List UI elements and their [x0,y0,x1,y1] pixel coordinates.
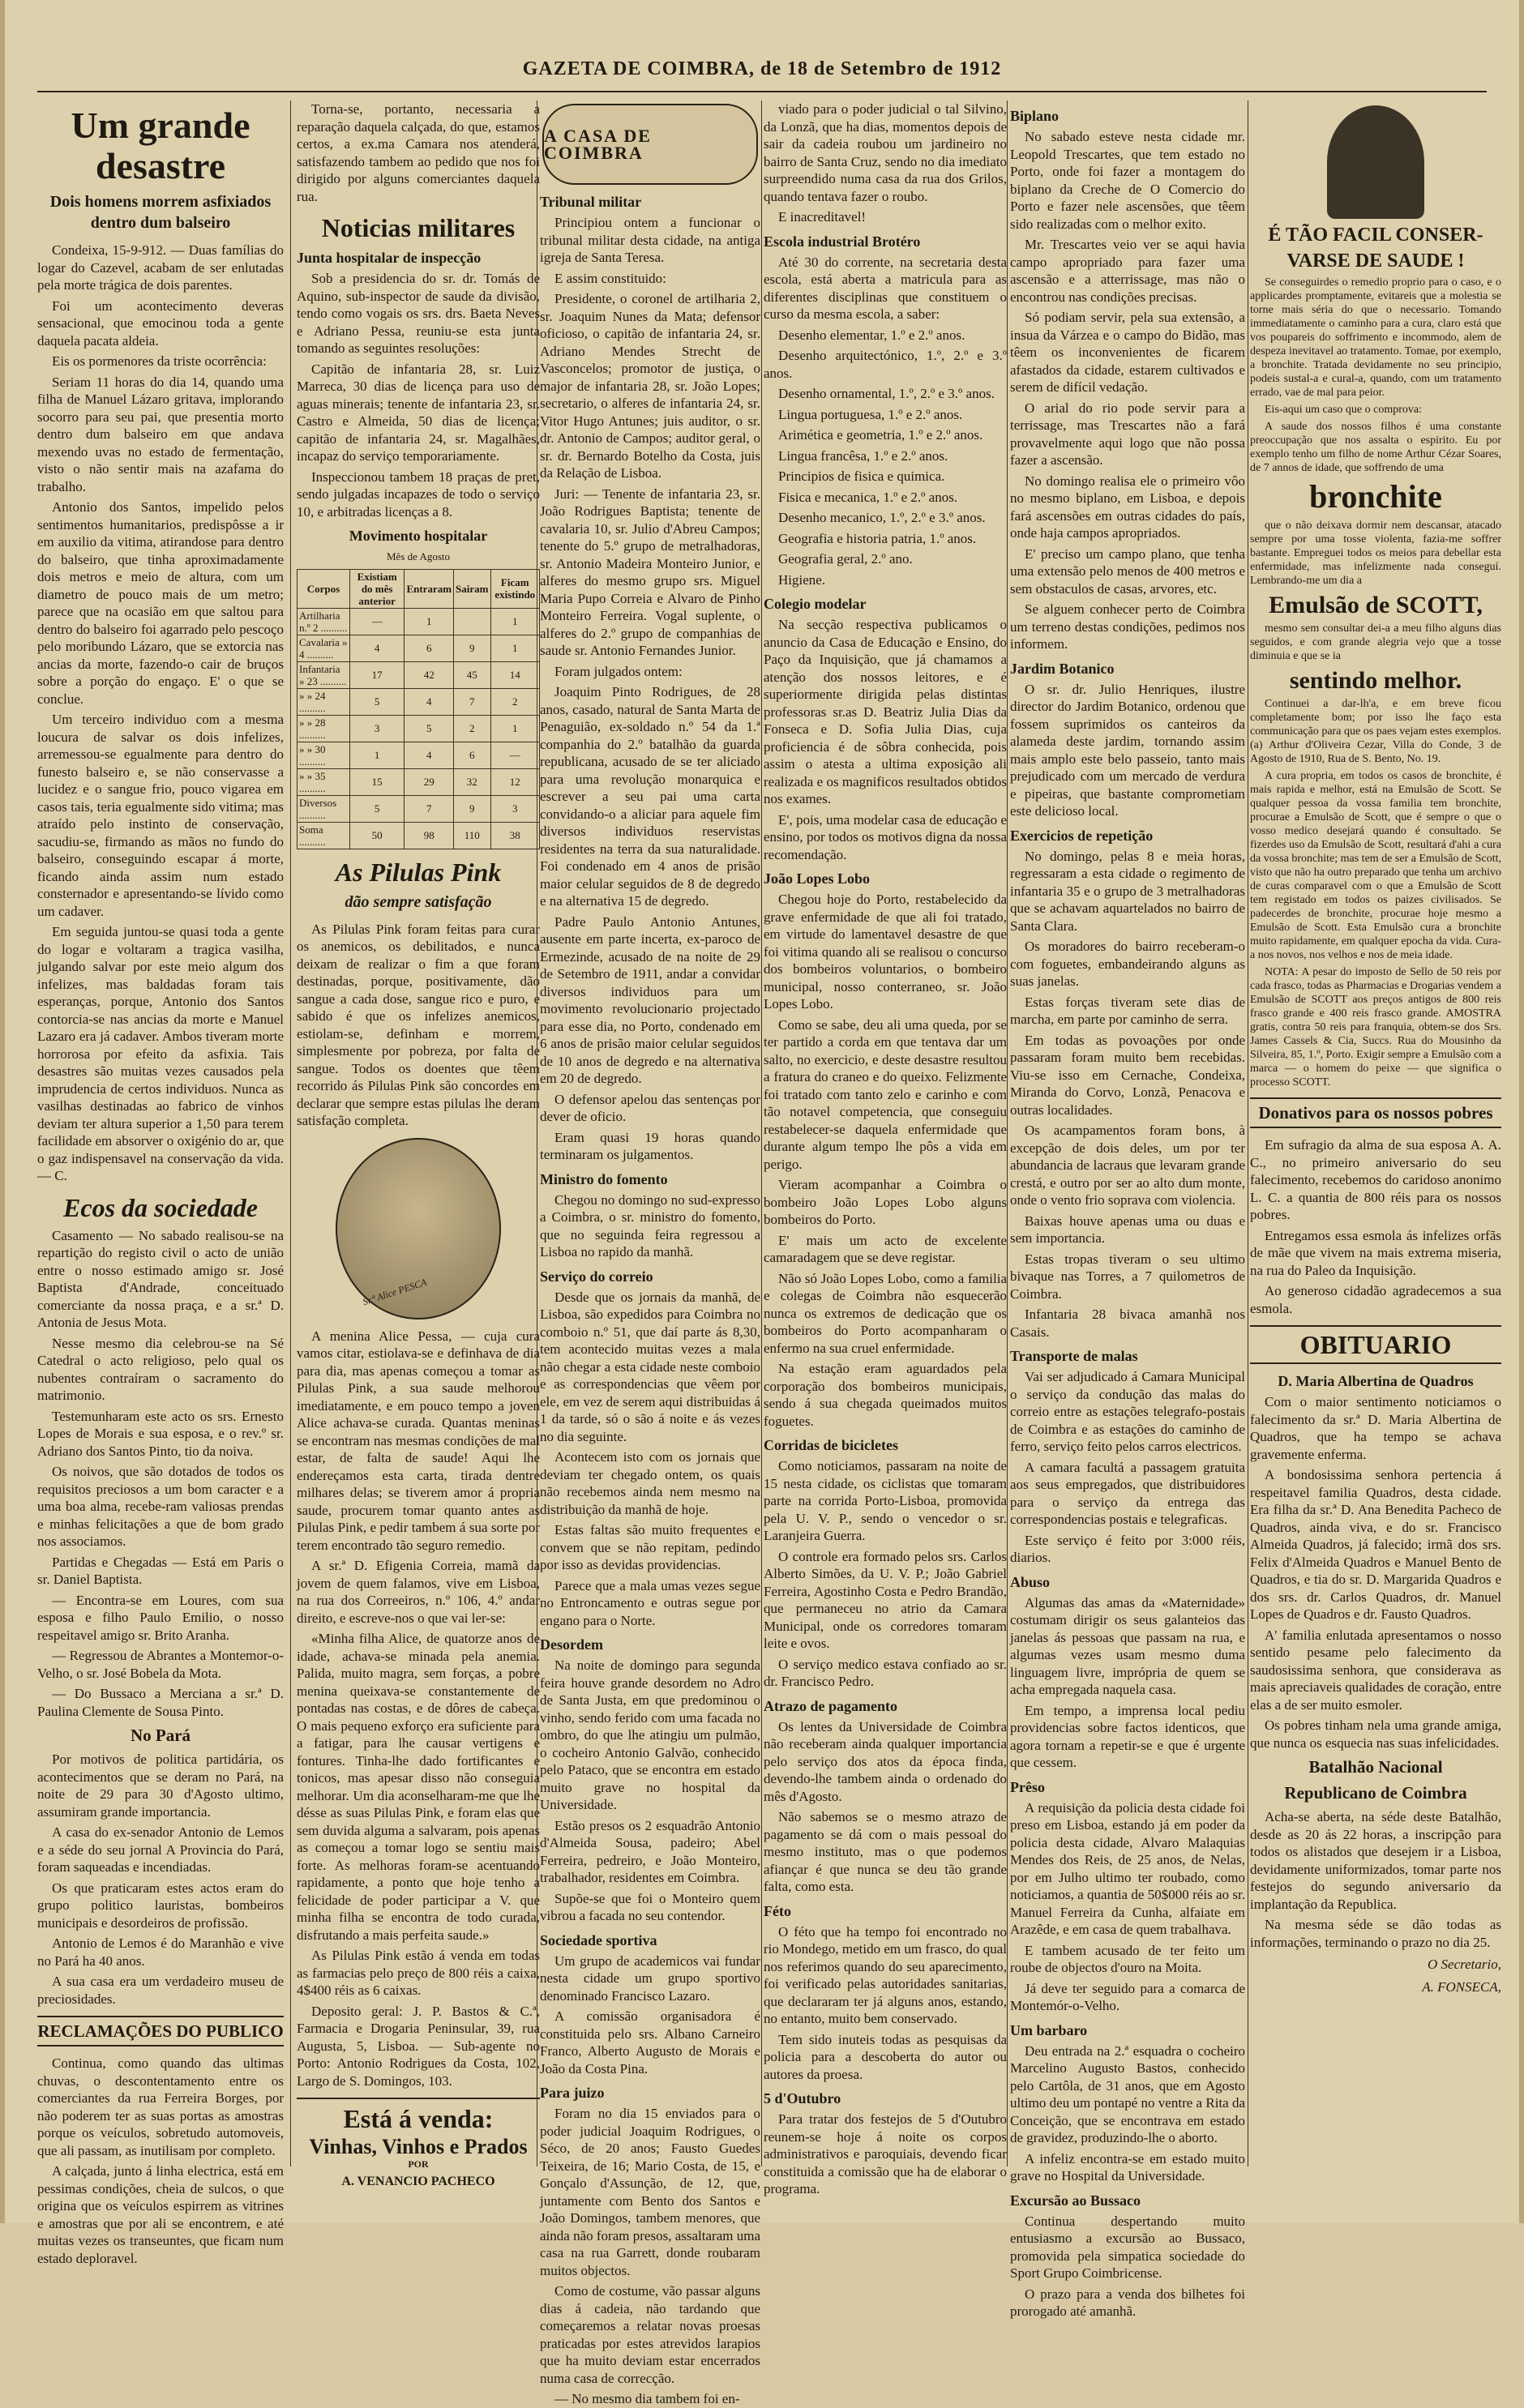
section-title: RECLAMAÇÕES DO PUBLICO [37,2016,284,2047]
paragraph: O arial do rio pode servir para a terrissage, mas Trescartes não a fará provavelmente aqui logo que não possa fazer a ascensão. [1010,400,1245,468]
ad-keyword: sentindo melhor. [1289,667,1462,694]
column-4 [764,101,1007,2196]
table-cell: 9 [454,635,490,661]
paragraph: Deposito geral: J. P. Bastos & C.ª, Farmacia e Drogaria Peninsular, 39, rua Augusta, 5, Lisboa. — Sub-agente no Porto: Antonio Rodrigues da Costa, 102, Largo de S. Domingos, 103. [297,2003,540,2089]
paragraph: A calçada, junto á linha electrica, está em pessimas condições, cheia de sulcos, o que origina que os veículos espirrem as vitrines e amostras que por ali se encontrem, e até muitas vezes os transeuntes, que ficam num estado deploravel. [37,2163,284,2266]
section-title: Féto [764,1902,791,1919]
table-cell: 7 [405,795,454,822]
paragraph: Joaquim Pinto Rodrigues, de 28 anos, casado, natural de Santa Marta de Penaguião, ex-soldado n.º 54 da 1.ª companhia do 2.º batalhão da guarda republicana, acusado de se ter aliciado para uma revolução monarquica e escrever a seu pai uma carta convidando-o a aliciar para aquele fim diversos individuos reservistas residentes na terra da sua naturalidade. Foi condenado em 4 anos de prisão maior celular seguidos de 8 de degredo e na alternativa 15 de degredo. [540,684,760,909]
book-author: A. VENANCIO PACHECO [341,2175,495,2188]
section-title: Exercicios de repetição [1010,827,1154,844]
table-cell: » » 30 .......... [298,742,350,768]
ad-keyword: bronchite [1309,478,1442,515]
paragraph: Em sufragio da alma de sua esposa A. A. C., no primeiro aniversario do seu falecimento, recebemos do caridoso anonimo L. C. a quantia de 800 réis para os nossos pobres. [1250,1137,1501,1222]
paragraph: A camara facultá a passagem gratuita aos seus empregados, que distribuidores para o serviço da entrega das correspondencias postais e telegraficas. [1010,1459,1245,1527]
table-cell: 1 [405,608,454,635]
paragraph: mesmo sem consultar dei-a a meu filho alguns dias seguidos, e com grande alegria vejo que a tosse diminuia e que se ia [1250,622,1501,662]
paragraph: Este serviço é feito por 3:000 réis, diarios. [1010,1532,1245,1565]
paragraph: No sabado esteve nesta cidade mr. Leopold Trescartes, que tem estado no Porto, onde foi fazer a montagem do biplano da Creche de O Comercio do Porto e fazer nele ascensões, que têem sido realizadas com o melhor exito. [1010,129,1245,232]
section-title: Para juizo [540,2085,605,2101]
list-item: Desenho ornamental, 1.º, 2.º e 3.º anos. [778,386,995,401]
paragraph: Principiou ontem a funcionar o tribunal militar desta cidade, na antiga igreja de Santa Teresa. [540,215,760,265]
paragraph: Supõe-se que foi o Monteiro quem vibrou a facada no seu contendor. [540,1890,760,1923]
list-item: Geografia geral, 2.º ano. [778,551,913,567]
paragraph: Por motivos de politica partidária, os acontecimentos que se deram no Pará, na noite de 29 para 30 d'Agosto ultimo, assumiram grande importancia. [37,1751,284,1820]
table-header-cell: Existiam do mês anterior [349,569,405,608]
paragraph: Torna-se, portanto, necessaria a reparação daquela calçada, do que, estamos certos, a ex.ma Camara nos atenderá, satisfazendo tambem ao pedido que nos foi dirigido por alguns comerciantes daquela rua. [297,101,540,204]
paragraph: Foram no dia 15 enviados para o poder judicial Joaquim Rodrigues, o Séco, de 20 anos; Fausto Guedes Teixeira, de 16; Mario Costa, de 15, e Gonçalo d'Assunção, de 12, que, juntamente com Bento dos Santos e João Domingos, tambem menores, que ainda não foram presos, assaltaram uma casa na rua Garrett, donde roubaram muitos objectos. [540,2106,760,2278]
table-row [298,635,540,661]
paragraph: Testemunharam este acto os srs. Ernesto Lopes de Morais e sua esposa, e o rev.º sr. Adriano dos Santos Pinto, tio da noiva. [37,1408,284,1459]
table-cell: 50 [349,822,405,849]
paragraph: — Encontra-se em Loures, com sua esposa e filho Paulo Emilio, o nosso respeitavel amigo sr. Brito Aranha. [37,1592,284,1643]
paragraph: Capitão de infantaria 28, sr. Luiz Marreca, 30 dias de licença para uso de aguas minerais; tenente de infantaria 23, sr. Castro e Almeida, 50 dias de licença; capitão de infantaria 24, sr. Magalhães, incapaz do serviço temporariamente. [297,361,540,464]
section-title: OBITUARIO [1250,1325,1501,1364]
list-item: Arimética e geometria, 1.º e 2.º anos. [778,427,983,443]
column-5 [1010,101,1245,2319]
fisherman-illustration [1327,105,1424,219]
section-title: Abuso [1010,1573,1051,1590]
table-row [298,742,540,768]
paragraph: Estas faltas são muito frequentes e convem que se não repitam, pedindo por isso as devidas providencias. [540,1522,760,1572]
paragraph: Os moradores do bairro receberam-o com foguetes, embandeirando alguns as suas janelas. [1010,939,1245,989]
list-item: Lingua portuguesa, 1.º e 2.º anos. [778,406,963,422]
paragraph: Na noite de domingo para segunda feira houve grande desordem no Adro de Santa Justa, em que predominou o vinho, sendo ferido com uma facada no ombro, do que lhe atingiu um pulmão, o cocheiro Antonio Galvão, conhecido pelo Pataco, que se encontra em estado muito grave no hospital da Universidade. [540,1657,760,1812]
table-cell: » » 35 .......... [298,768,350,795]
list-item: Higiene. [778,571,826,588]
table-subtitle: Mês de Agosto [387,550,450,562]
paragraph: Antonio dos Santos, impelido pelos sentimentos humanitarios, predispôsse a ir em auxilio da vitima, atirandose para dentro do balseiro, que tinha aproximadamente dois metros e meio de altura, com um diametro de pouco mais de um metro; parece que na ocasião em que saltou para dentro do balseiro foi agarrado pelo pescoço pelo moribundo Lázaro, que se extorcia nas ancias da morte, fazendo-o cair de bruços sobre a porção do engaço. E' o que se conclue. [37,499,284,707]
section-title: No Pará [130,1726,191,1745]
paragraph: No domingo, pelas 8 e meia horas, regressaram a esta cidade o regimento de infantaria 35 e o grupo de 3 metralhadoras que se achavam aquartelados no bairro de Santa Clara. [1010,848,1245,934]
column-divider [1007,101,1008,2166]
paragraph: Continua despertando muito entusiasmo a excursão ao Bussaco, promovida pela simpatica sociedade do Sport Grupo Coimbricense. [1010,2213,1245,2281]
paragraph: A requisição da policia desta cidade foi preso em Lisboa, estando já em poder da policia desta cidade, Alvaro Malaquias Mendes dos Reis, de 25 anos, de Nelas, por em Julho ultimo ter roubado, como noticiamos, a quantia de 50$000 réis ao sr. Manuel Ferreira da Cunha, alfaiate em Arazêde, e em casa de quem trabalhava. [1010,1799,1245,1937]
portrait-illustration [336,1138,501,1319]
table-header-cell: Sairam [454,569,490,608]
article-deck: Dois homens morrem asfixiados dentro dum balseiro [49,193,272,232]
table-cell: 6 [405,635,454,661]
paragraph: A casa do ex-senador Antonio de Lemos e a séde do seu jornal A Provincia do Pará, foram saqueadas e incendiadas. [37,1824,284,1875]
paragraph: Sob a presidencia do sr. dr. Tomás de Aquino, sub-inspector de saude da divisão, tendo como vogais os srs. drs. Baeta Neves e Adriano Pessa, reuniu-se esta junta tomando as seguintes resoluções: [297,271,540,356]
paragraph: Algumas das amas da «Maternidade» costumam dirigir os seus galanteios das janelas ás pessoas que passam na rua, e algumas vezes usam mesmo duma linguagem livre, imprópria de quem se acha empregada naquela casa. [1010,1594,1245,1697]
ad-title: Está á venda: [297,2098,540,2133]
table-cell: 17 [349,661,405,688]
paragraph: Ao generoso cidadão agradecemos a sua esmola. [1250,1283,1501,1316]
paragraph: Eis os pormenores da triste ocorrência: [52,353,267,369]
section-title: Donativos para os nossos pobres [1250,1097,1501,1128]
paragraph: Como de costume, vão passar alguns dias á cadeia, não tardando que começaremos a relatar novas proesas praticadas por estes atrevidos larapios que ha muito deviam estar encerrados numa casa de correcção. [540,2283,760,2386]
ad-headline: VARSE DE SAUDE ! [1286,250,1465,272]
table-cell: Soma .......... [298,822,350,849]
paragraph: Estão presos os 2 esquadrão Antonio d'Almeida Sousa, padeiro; Abel Ferreira, pedreiro, e João Monteiro, trabalhador, residentes em Coimbra. [540,1817,760,1885]
paragraph: Eis-aqui um caso que o comprova: [1265,404,1423,416]
paragraph: A infeliz encontra-se em estado muito grave no Hospital da Universidade. [1010,2150,1245,2183]
table-row [298,688,540,715]
paragraph: E tambem acusado de ter feito um roube de objectos d'ouro na Moita. [1010,1942,1245,1975]
section-title: Corridas de bicicletes [764,1437,898,1453]
section-title: Prêso [1010,1778,1045,1795]
section-title: Escola industrial Brotéro [764,233,921,250]
table-cell: 5 [405,715,454,742]
paragraph: As Pilulas Pink estão á venda em todas as farmacias pelo preço de 800 réis a caixa, 4$400 réis as 6 caixas. [297,1948,540,1998]
paragraph: Em todas as povoações por onde passaram foram muito bem recebidas. Viu-se isso em Cernache, Condeixa, Miranda do Corvo, Lonzã, Penacova e outras localidades. [1010,1032,1245,1118]
paragraph: Entregamos essa esmola ás infelizes orfãs de mãe que vivem na mais extrema miseria, na rua do Paleo da Inquisição. [1250,1227,1501,1278]
paragraph: A menina Alice Pessa, — cuja cura vamos citar, estiolava-se e definhava de dia para dia, mas apenas começou a tomar as Pilulas Pink, a sua saude melhorou imediatamente, e em pouco tempo a joven Alice achava-se curada. Quantas meninas se encontram nas mesmas condições de mal estar, de falta de saude! Aqui lhe endereçamos esta carta, tirada dentre milhares delas; se tiverem amor á propria saude, procurem tomar quanto antes as Pilulas Pink, e pedir tambem á sua sorte por terem encontrado tão seguro remedio. [297,1328,540,1553]
section-title: Republicano de Coimbra [1284,1783,1467,1803]
paragraph: Só podiam servir, pela sua extensão, a insua da Várzea e o campo do Bidão, mas têem os inconvenientes de ficarem afastados da cidade, estarem cultivados e serem de difícil vedação. [1010,310,1245,395]
paragraph: Foram julgados ontem: [554,663,683,679]
paragraph: Deu entrada na 2.ª esquadra o cocheiro Marcelino Augusto Bastos, conhecido pelo Cartôla, de 31 anos, que em Agosto ultimo deu um pontapé no ventre a Rita da Conceição, que se encontrava em estado de gravidez, produzindo-lhe o aborto. [1010,2042,1245,2145]
section-title: Ministro do fomento [540,1170,668,1187]
list-item: Fisica e mecanica, 1.º e 2.º anos. [778,489,958,505]
portrait-caption: Sr.ª Alice PESCA [361,1276,429,1308]
paragraph: A cura propria, em todos os casos de bronchite, é mais rapida e melhor, está na Emulsão de Scott. Se qualquer pessoa da vossa familia tem bronchite, procurae a Emulsão de Scott, que é sempre o que o vosso medico desejará quando é consultado. Se fizerdes uso da Emulsão de Scott, resultará d'ahi a cura da vossa bronchite; mas tem de ser a Emulsão de Scott, visto que não ha outro preparado que tenha um archivo de curas comparavel com o que a Emulsão de Scott tem registado em todos os paizes civilisados. Se padecerdes de bronchite, procurae hoje mesmo a Emulsão de Scott. Esta Emulsão cura a bronchite muito rapidamente, em qualquer epocha da vida. Cura-a nos novos, nos velhos e nos de meia idade. [1250,770,1501,961]
table-cell: 1 [349,742,405,768]
table-row [298,795,540,822]
paragraph: Um grupo de academicos vai fundar nesta cidade um grupo sportivo denominado Francisco Lazaro. [540,1952,760,2004]
paragraph: Mr. Trescartes veio ver se aqui havia campo apropriado para fazer uma ascensão e a atterrissage, mas não o encontrou nas condições precisas. [1010,237,1245,305]
table-cell: 6 [454,742,490,768]
paragraph: A saude dos nossos filhos é uma constante preoccupação que nos assalta o espirito. Eu por exemplo tenho um filho de nome Arthur Cézar Soares, de 7 annos de idade, que soffrendo de uma [1250,421,1501,474]
signature-name: A. FONSECA, [1422,1978,1501,1995]
paragraph: Na estação eram aguardados pela corporação dos bombeiros municipais, sendo á sua chegada queimados muitos foguetes. [764,1361,1007,1429]
paragraph: Já deve ter seguido para a comarca de Montemór-o-Velho. [1010,1980,1245,2013]
paragraph: Vai ser adjudicado á Camara Municipal o serviço da condução das malas do correio entre as estações telegrafo-postais de Coimbra e as estações do caminho de ferro, serviço feito pelos carros electricos. [1010,1369,1245,1454]
paragraph: E' preciso um campo plano, que tenha uma extensão pelo menos de 400 metros e sem obstaculos de casas, arvores, etc. [1010,545,1245,597]
paragraph: A sr.ª D. Efigenia Correia, mamã da jovem de quem falamos, vive em Lisboa, na rua dos Correeiros, n.º 106, 4.º andar direito, e escreve-nos o que vai ler-se: [297,1558,540,1626]
section-title: Tribunal militar [540,194,642,210]
paragraph: O controle era formado pelos srs. Carlos Alberto Simões, da U. V. P.; João Gabriel Ferreira, Agostinho Costa e Pedro Brandão, que permaneceu no atrio da Camara Municipal, onde os corredores tomaram leite e ovos. [764,1548,1007,1651]
section-title: Sociedade sportiva [540,1931,657,1948]
paragraph: Padre Paulo Antonio Antunes, ausente em parte incerta, ex-paroco de Ermezinde, acusado de na noite de 29 de Setembro de 1911, andar a convidar diversos individuos para um movimento revolucionario projectado para esse dia, no Porto, condenado em 6 anos de prisão maior celular seguidos de 10 anos de degredo e na alternativa em 20 de degredo. [540,913,760,1086]
table-cell: 9 [454,795,490,822]
paragraph: Os lentes da Universidade de Coimbra não receberam ainda qualquer importancia pelo serviço dos atos da época finda, devendo-lhe tambem ainda o ordenado do mês d'Agosto. [764,1718,1007,1804]
section-title: Transporte de malas [1010,1348,1138,1364]
table-cell: 2 [454,715,490,742]
book-title: Vinhas, Vinhos e Prados [309,2135,528,2158]
paragraph: Chegou hoje do Porto, restabelecido da grave enfermidade de que ali foi tratado, em virtude do lamentavel desastre de que foi vitima quando ali se realisou o concurso dos bombeiros voluntarios, o bombeiro municipal, nosso conterraneo, sr. João Lopes Lobo. [764,892,1007,1012]
table-cell: Artilharia n.º 2 .......... [298,608,350,635]
section-title: Atrazo de pagamento [764,1697,897,1714]
hospital-table [297,569,540,849]
paragraph: Em tempo, a imprensa local pediu providencias sobre factos identicos, que agora tornam a repetir-se e que é urgente que cessem. [1010,1702,1245,1770]
paragraph: Foi um acontecimento deveras sensacional, que emocinou toda a gente daquela pacata aldeia. [37,297,284,349]
list-item: Desenho arquitectónico, 1.º, 2.º e 3.º anos. [764,348,1007,381]
table-cell: » » 24 .......... [298,688,350,715]
paragraph: Juri: — Tenente de infantaria 23, sr. João Rodrigues Baptista; tenente de cavalaria 10, sr. Julio d'Abreu Campos; tenente do 5.º grupo de metralhadoras, sr. Antonio Madeira Monteiro Junior, e alferes do mesmo grupo srs. Miguel Maria Pupo Correia e Alvaro de Pinho Monteiro Ferreira. Vogal suplente, o alferes do 2.º grupo de companhias de saude sr. Antonio Fernandes Junior. [540,485,760,658]
table-cell: 42 [405,661,454,688]
paragraph: Como noticiamos, passaram na noite de 15 nesta cidade, os ciclistas que tomaram parte na corrida Porto-Lisboa, promovida pela U. V. P., sendo o vencedor o sr. Laranjeira Guerra. [764,1458,1007,1543]
paragraph: Como se sabe, deu ali uma queda, por se ter partido a corda em que tentava dar um salto, no exercicio, e deste desastre resultou a fratura do craneo e do queixo. Felizmente foi tratado com tanto zelo e carinho e com tão notavel competencia, que conseguiu restabelecer-se daquela enfermidade que durante algum tempo lhe pôs a vida em perigo. [764,1016,1007,1172]
section-title: Serviço do correio [540,1268,653,1285]
paragraph: Inspeccionou tambem 18 praças de pret, sendo julgadas incapazes de todo o serviço 10, e arbitradas licenças a 8. [297,468,540,520]
paragraph: Se conseguirdes o remedio proprio para o caso, e o applicardes promptamente, evitareis que a molestia se torne mais séria do que o necessario. Tomando immediatamente o caminho para a cura, claro está que vos poupareis do soffrimento e incommodo, alem de despeza inevitavel ao tratamento. Tomae, por exemplo, a bronchite. Tratada devidamente no seu principio, podeis sustal-a e cural-a, quando, com um tratamento errado, vae de mal para peior. [1250,276,1501,399]
section-title: Desordem [540,1636,603,1653]
table-cell: 7 [454,688,490,715]
masthead-rule [37,91,1487,92]
paragraph: Se alguem conhecer perto de Coimbra um terreno destas condições, pedimos nos informem. [1010,601,1245,652]
paragraph: O prazo para a venda dos bilhetes foi prorogado até amanhã. [1010,2286,1245,2319]
column-1 [37,101,284,2266]
paragraph: Desde que os jornais da manhã, de Lisboa, são expedidos para Coimbra no comboio n.º 51, que daí parte ás 8,30, tem acontecido muitas vezes a mala não chegar a esta cidade neste comboio e as correspondencias que vêem por ele, em vez de serem aqui distribuidas á 1 da tarde, só o são á noite e ás vezes no dia seguinte. [540,1289,760,1444]
paragraph: que o não deixava dormir nem descansar, atacado sempre por uma tosse violenta, fazia-me soffrer bastante. Empreguei todos os meios para debellar esta enfermidade, mas infelizmente nada conseguí. Lembrando-me um dia a [1250,520,1501,587]
table-header-cell: Entraram [405,569,454,608]
section-title: Ecos da sociedade [63,1192,258,1222]
paragraph: Presidente, o coronel de artilharia 2, sr. Joaquim Nunes da Mata; defensor oficioso, o capitão de infantaria 24, sr. Adriano Mendes Strecht de Vasconcelos; promotor de justiça, o major de infantaria 28, sr. João Lopes; secretario, o alferes de infantaria 24, sr. Vitor Hugo Antunes; juis auditor, o sr. dr. Antonio de Campos; auditor geral, o sr. dr. Bernardo Botelho da Costa, juis da Relação de Lisboa. [540,291,760,481]
paragraph: Nesse mesmo dia celebrou-se na Sé Catedral o acto religioso, pelo qual os nubentes contraíram o sacramento do matrimonio. [37,1335,284,1403]
paragraph: Baixas houve apenas uma ou duas e sem importancia. [1010,1213,1245,1246]
paragraph: Chegou no domingo no sud-expresso a Coimbra, o sr. ministro do fomento, que no seguinda feira regressou a Lisboa no rapido da manhã. [540,1191,760,1260]
paragraph: Os que praticaram estes actos eram do grupo politico lauristas, bombeiros municipais e desordeiros de profissão. [37,1880,284,1931]
table-row [298,715,540,742]
table-cell: 1 [490,715,540,742]
section-title: 5 d'Outubro [764,2090,841,2106]
table-cell: 1 [490,635,540,661]
paragraph: No domingo realisa ele o primeiro vôo no mesmo biplano, em Lisboa, e depois fará ascensões em outras cidades do país, onde haja campos apropriados. [1010,473,1245,541]
paragraph: O féto que ha tempo foi encontrado no rio Mondego, metido em um frasco, do qual nos referimos quando do seu aparecimento, foi verificado pelas autoridades sanitarias, que declararam ter já alguns anos, estando, no entanto, muito bem conservado. [764,1923,1007,2026]
paragraph: Os acampamentos foram bons, à excepção de dois deles, um por ter abundancia de lacraus que levaram grande crestá, e outro por ser ao alto dum monte, onde o vento frio soprava com violencia. [1010,1123,1245,1208]
paragraph: Partidas e Chegadas — Está em Paris o sr. Daniel Baptista. [37,1554,284,1587]
table-cell: 3 [349,715,405,742]
book-por: POR [408,2158,429,2170]
banner-text: A CASA DE COIMBRA [544,125,652,163]
article-title: Um grande desastre [71,105,250,186]
paragraph: — Do Bussaco a Merciana a sr.ª D. Paulina Clemente de Sousa Pinto. [37,1686,284,1719]
section-title: Colegio modelar [764,596,867,612]
signature-role: O Secretario, [1428,1957,1501,1972]
paragraph: Acha-se aberta, na séde deste Batalhão, desde as 20 ás 22 horas, a inscripção para todos os alistados que desejem ir a Lisboa, devidamente uniformizados, tomar parte nos festejos do segundo aniversario da implantação da Republica. [1250,1809,1501,1912]
table-cell: 15 [349,768,405,795]
column-3 [540,101,760,2406]
section-title: Jardim Botanico [1010,660,1115,677]
table-cell: 4 [405,688,454,715]
paragraph: Tem sido inuteis todas as pesquisas da policia para a descoberta do autor ou autores da proesa. [764,2031,1007,2082]
paragraph: Na secção respectiva publicamos o anuncio da Casa de Educação e Ensino, do Paço da Inquisição, que já chamamos a atenção dos nossos leitores, e é superiormente dirigida pelas distintas professoras sr.as D. Beatriz Julia Dias da Fonseca e D. Sofia Julia Dias, cuja proficiencia é de sôbra conhecida, pois assim o atesta a ultima exposição ali realizada e os magnificos resultados obtidos nos exames. [764,617,1007,806]
obituary-name: D. Maria Albertina de Quadros [1278,1373,1474,1389]
table-header-cell: Ficam existindo [490,569,540,608]
table-cell: 5 [349,688,405,715]
paragraph: Em seguida juntou-se quasi toda a gente do logar e voltaram a tragica vasilha, julgando salvar por este meio algum dos infelizes, mas baldadas foram tais esperanças, porque, Antonio dos Santos contorcia-se nas ancias da morte e Manuel Lazaro era já cadaver. Ambos tiveram morte horrorosa por efeito da asfixia. Tais desastres são muitas vezes causados pela imprudencia de certos individuos. Nunca as vasilhas destinadas ao fabrico de vinhos deviam ter altura superior a 1,50 para terem facilidade em absorver o oxigénio do ar, que o gaz indispensavel na conservação da vida. — C. [37,924,284,1183]
paragraph: Os pobres tinham nela uma grande amiga, que nunca os esquecia nas suas infelicidades. [1250,1717,1501,1751]
paragraph: O sr. dr. Julio Henriques, ilustre director do Jardim Botanico, ordenou que fossem suprimidos os canteiros da alameda deste jardim, tornando assim mais amplo este belo passeio, tanto mais prejudicado com um mercado de verdura e pipeiras, que bastante comprometiam este delicioso local. [1010,681,1245,819]
paragraph: Na mesma séde se dão todas as informações, terminando o prazo no dia 25. [1250,1917,1501,1950]
column-2 [297,101,540,2188]
table-row [298,768,540,795]
paragraph: Um terceiro individuo com a mesma loucura de salvar os dois infelizes, arremessou-se egualmente para dentro do funesto balseiro e, se não conservasse a lucidez e o sangue frio, pouco vigarea em casos tais, teria egualmente sido vitima; mas atraído pelo instinto de conservação, sacudiu-se, firmando as mãos no fundo do balseiro, conseguindo escapar á morte, ficando ainda assim num estado consternador e apresentando-se lívido como um cadaver. [37,712,284,919]
paragraph: O serviço medico estava confiado ao sr. dr. Francisco Pedro. [764,1656,1007,1689]
paragraph: viado para o poder judicial o tal Silvino, da Lonzã, que ha dias, momentos depois de sair da cadeia roubou um jardineiro no bairro de Santa Cruz, sendo no dia imediato surpreendido numa casa da rua dos Grilos, quando tentava fazer o roubo. [764,101,1007,204]
table-cell: 98 [405,822,454,849]
table-cell: — [349,608,405,635]
paragraph: Não só João Lopes Lobo, como a familia e colegas de Coimbra não esquecerão nunca os extremos de dedicação que os bombeiros do Porto acompanharam o enfermo na sua cruel enfermidade. [764,1270,1007,1356]
masthead: GAZETA DE COIMBRA, de 18 de Setembro de 1912 [522,58,1002,79]
table-row [298,661,540,688]
table-cell: Infantaria » 23 .......... [298,661,350,688]
table-cell: Cavalaria » 4 .......... [298,635,350,661]
paragraph: Estas forças tiveram sete dias de marcha, em parte por caminho de serra. [1010,994,1245,1027]
list-item: Lingua francêsa, 1.º e 2.º anos. [778,447,948,464]
column-6 [1250,101,1501,2166]
table-cell: 110 [454,822,490,849]
paragraph: Não sabemos se o mesmo atrazo de pagamento se dá com o mais pessoal do mesmo instituto, mas o que podemos afiançar é que nunca se deu tão grande falta, como esta. [764,1809,1007,1894]
table-cell: 14 [490,661,540,688]
list-item: Desenho mecanico, 1.º, 2.º e 3.º anos. [778,510,986,525]
list-item: Principios de fisica e quimica. [778,468,945,484]
section-title: João Lopes Lobo [764,870,871,887]
ad-subtitle: dão sempre satisfação [345,892,492,911]
paragraph: A bondosissima senhora pertencia á respeitavel familia Quadros, desta cidade. Era filha da sr.ª D. Ana Benedita Pacheco de Quadros, ainda viva, e do sr. Francisco Almeida Quadros, já falecido; irmã dos srs. Felix d'Almeida Quadros e Manuel Bento de Quadros, e tia do sr. D. Margarida Quadros e dos srs. dr. Carlos Quadros, dr. Manuel Lopes de Quadros e dr. Fausto Quadros. [1250,1467,1501,1622]
section-title: Excursão ao Bussaco [1010,2192,1141,2209]
paragraph: O defensor apelou das sentenças por dever de oficio. [540,1091,760,1124]
course-list [764,327,1007,589]
paragraph: Seriam 11 horas do dia 14, quando uma filha de Manuel Lázaro gritava, implorando socorro para seu pai, que presentia morto dentro dum balseiro em que andava mexendo uvas no estado de fermentação, visto o não sentir mais na azafama do trabalho. [37,374,284,494]
table-cell: Diversos .......... [298,795,350,822]
section-title: Batalhão Nacional [1308,1757,1443,1777]
paragraph: Com o maior sentimento noticiamos o falecimento da sr.ª D. Maria Albertina de Quadros, que ha tempo se achava gravemente enferma. [1250,1394,1501,1462]
paragraph: Até 30 do corrente, na secretaria desta escola, está aberta a matricula para as diferentes disciplinas que constituem o curso da mesma escola, a saber: [764,254,1007,322]
table-cell: 29 [405,768,454,795]
paragraph: Condeixa, 15-9-912. — Duas famílias do logar do Cazevel, acabam de ser enlutadas pela morte trágica de dois parentes. [37,242,284,293]
table-cell: 38 [490,822,540,849]
paragraph: «Minha filha Alice, de quatorze anos de idade, achava-se minada pela anemia. Palida, muito magra, sem forças, a pobre menina queixava-se constantemente de pontadas nas costas, e de dôres de cabeça. O mais pequeno exforço era suficiente para a fatigar, para lhe causar vertigens e fontures. Tinha-lhe dado fortificantes e tonicos, mas apesar disso não conseguia melhorar. Um dia aconselharam-me que lhe désse as suas Pilulas Pink, e foram elas que sem duvida alguma a salvaram, pois apenas as começou a tomar logo se sentiu mais forte. As melhoras foram-se acentuando rapidamente, a ponto que hoje tenho a felicidade de poder participar a V. que minha filha se encontra de todo curada, disfrutando a mais perfeita saude.» [297,1631,540,1943]
section-title: Um barbaro [1010,2021,1088,2038]
paragraph: E inacreditavel! [778,209,867,225]
decorative-banner [542,104,758,185]
section-title: Biplano [1010,108,1060,124]
paragraph: E' mais um acto de excelente camaradagem que se deve registar. [764,1232,1007,1265]
paragraph: Acontecem isto com os jornais que deviam ter chegado ontem, os quais não recebemos ainda nem mesmo na distribuição da manhã de hoje. [540,1449,760,1517]
table-row [298,608,540,635]
table-header-cell: Corpos [298,569,350,608]
paragraph: Eram quasi 19 horas quando terminaram os julgamentos. [540,1129,760,1162]
paragraph: E assim constituido: [554,270,666,286]
paragraph: Continuei a dar-lh'a, e em breve ficou completamente bom; por isso lhe faço esta communicação para que os paes vejam estes exemplos. (a) Arthur d'Oliveira Cezar, Villa do Conde, 3 de Agosto de 1910, Rua de S. Bento, No. 19. [1250,698,1501,765]
table-cell: 1 [490,608,540,635]
list-item: Desenho elementar, 1.º e 2.º anos. [778,327,965,343]
table-cell: 45 [454,661,490,688]
ad-title: As Pilulas Pink [335,857,502,887]
paragraph: Vieram acompanhar a Coimbra o bombeiro João Lopes Lobo alguns bombeiros do Porto. [764,1177,1007,1227]
paragraph: A sua casa era um verdadeiro museu de preciosidades. [37,1974,284,2007]
table-cell: — [490,742,540,768]
paragraph: Os noivos, que são dotados de todos os requisitos preciosos a um bom caracter e a uma boa alma, recebe-ram valiosas prendas e minhas felicitações a que de bom grado nos associamos. [37,1464,284,1549]
table-cell: 4 [405,742,454,768]
column-divider [290,101,291,2166]
paragraph: Infantaria 28 bivaca amanhã nos Casais. [1010,1307,1245,1340]
table-cell: » » 28 .......... [298,715,350,742]
table-cell: 32 [454,768,490,795]
paragraph: Parece que a mala umas vezes segue no Entroncamento e outras segue por engano para o Norte. [540,1577,760,1628]
paragraph: As Pilulas Pink foram feitas para curar os anemicos, os debilitados, e nunca deixam de realizar o fim a que foram destinadas, porque, positivamente, dão sangue a cada dose, sangue rico e puro, e sabido é que os infelizes anemicos, estiolam-se, definham e morrem, simplesmente por pobreza, por falta de sangue. Todos os doentes que têem recorrido ás Pilulas Pink são concordes em declarar que sempre estas pilulas lhe deram satisfação completa. [297,921,540,1128]
table-row [298,822,540,849]
paragraph: Para tratar dos festejos de 5 d'Outubro reunem-se hoje á noite os corpos administrativos e paroquiais, devendo ficar constituida a comissão que ha de elaborar o programa. [764,2111,1007,2196]
paragraph: — Regressou de Abrantes a Montemor-o-Velho, o sr. José Bobela da Mota. [37,1648,284,1681]
paragraph: Casamento — No sabado realisou-se na repartição do registo civil o acto de união entre o nosso estimado amigo sr. José Baptista d'Andrade, conceituado comerciante da nossa praça, e a sr.ª D. Antonia de Jesus Mota. [37,1227,284,1330]
table-cell: 3 [490,795,540,822]
table-cell: 5 [349,795,405,822]
subsection-title: Junta hospitalar de inspecção [297,250,482,266]
table-cell: 4 [349,635,405,661]
paragraph: NOTA: A pesar do imposto de Sello de 50 reis por cada frasco, todas as Pharmacias e Drogarias vendem a Emulsão de SCOTT aos preços antigos de 800 reis frasco grande e 400 reis frasco grande. AMOSTRA gratis, contra 50 reis para franquia, obtem-se dos Srs. James Cassels & Cia, Succs. Rua do Mousinho da Silveira, 85, 1.º, Porto. Exigir sempre a Emulsão com a marca — o homem do peixe — que significa o processo SCOTT. [1250,966,1501,1089]
paragraph: Estas tropas tiveram o seu ultimo bivaque nas Torres, a 7 quilometros de Coimbra. [1010,1251,1245,1302]
table-cell [454,608,490,635]
paragraph: E', pois, uma modelar casa de educação e ensino, por todos os motivos digna da nossa recomendação. [764,811,1007,862]
table-cell: 2 [490,688,540,715]
ad-headline: É TÃO FACIL CONSER- [1268,225,1483,246]
paragraph: Antonio de Lemos é do Maranhão e vive no Pará ha 40 anos. [37,1935,284,1969]
paragraph: — No mesmo dia tambem foi en- [554,2391,740,2406]
column-divider [761,101,762,2166]
table-cell: 12 [490,768,540,795]
table-title: Movimento hospitalar [349,528,488,544]
ad-keyword: Emulsão de SCOTT, [1269,592,1483,618]
list-item: Geografia e historia patria, 1.º anos. [778,530,977,546]
paragraph: A' familia enlutada apresentamos o nosso sentido pesame pelo falecimento da saudosissima senhora, que considerava as mais apreciaveis qualidades de coração, entre elas a de ser muito esmoler. [1250,1627,1501,1713]
paragraph: A comissão organisadora é constituida pelo srs. Albano Carneiro Franco, Alberto Augusto de Morais e João da Costa Pina. [540,2008,760,2077]
section-title: Noticias militares [321,213,516,242]
paragraph: Continua, como quando das ultimas chuvas, o descontentamento entre os comerciantes da rua Ferreira Borges, por não poderem ter as suas portas as amostras porque os veículos, sobretudo automoveis, que ali passam, as inutilisam por completo. [37,2055,284,2158]
